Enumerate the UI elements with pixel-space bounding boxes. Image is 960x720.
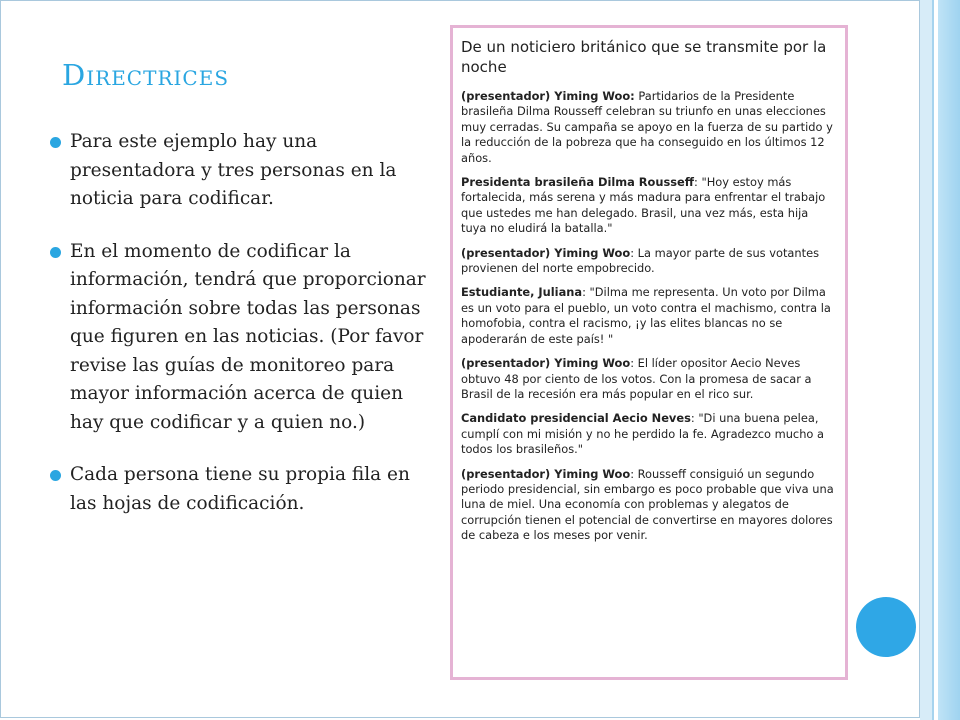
news-entry	[461, 285, 836, 347]
speaker-name: Presidenta brasileña Dilma Rousseff	[461, 175, 694, 190]
decorative-side-bar	[920, 0, 960, 720]
news-transcript-box	[450, 25, 848, 680]
speaker-quote: : Rousseff consiguió un segundo periodo presidencial, sin embargo es poco probable que viva una luna de miel. Una economía con problemas y alegatos de corrupción tienen el potencial de convertirse en mayores dolores de cabeza e los meses por venir.	[461, 466, 834, 543]
speaker-quote: : El líder opositor Aecio Neves obtuvo 48 por ciento de los votos. Con la promesa de sacar a Brasil de la recesión era más popular en el rico sur.	[461, 356, 812, 401]
speaker-quote: Partidarios de la Presidente brasileña Dilma Rousseff celebran su triunfo en unas elecciones muy cerradas. Su campaña se apoyo en la fuerza de su partido y la reducción de la pobreza que ha conseguido en los últimos 12 años.	[461, 89, 833, 165]
bullet-item	[50, 238, 430, 438]
news-heading: De un noticiero británico que se transmite por la noche	[461, 38, 827, 76]
bullet-dot-icon	[50, 247, 61, 258]
speaker-quote: : "Hoy estoy más fortalecida, más serena y más madura para enfrentar el trabajo que ustedes me han delegado. Brasil, una vez más, esta hija tuya no eludirá la batalla."	[461, 175, 826, 236]
news-entry	[461, 467, 836, 544]
speaker-name: (presentador) Yiming Woo	[461, 466, 631, 481]
bullet-item	[50, 128, 430, 214]
news-entry	[461, 89, 836, 166]
bullet-dot-icon	[50, 470, 61, 481]
news-entry	[461, 411, 836, 457]
speaker-name: (presentador) Yiming Woo:	[461, 89, 635, 103]
speaker-quote: : "Dilma me representa. Un voto por Dilma es un voto para el pueblo, un voto contra el machismo, contra la homofobia, contra el racismo, ¡y las elites blancas no se apoderarán de este país! "	[461, 285, 831, 346]
speaker-name: (presentador) Yiming Woo	[461, 356, 631, 371]
news-entry	[461, 356, 836, 402]
news-entry	[461, 175, 836, 237]
bullet-text: Para este ejemplo hay una presentadora y tres personas en la noticia para codificar.	[70, 131, 397, 209]
bullet-item	[50, 461, 430, 518]
decorative-circle	[856, 597, 916, 657]
speaker-name: (presentador) Yiming Woo	[461, 245, 631, 260]
speaker-quote: : "Di una buena pelea, cumplí con mi misión y no he perdido la fe. Agradezco mucho a todos los brasileños."	[461, 411, 824, 457]
bullet-list	[50, 128, 430, 518]
bullet-dot-icon	[50, 137, 61, 148]
bullet-text: Cada persona tiene su propia fila en las hojas de codificación.	[70, 464, 410, 514]
speaker-name: Estudiante, Juliana	[461, 285, 583, 300]
speaker-quote: : La mayor parte de sus votantes provienen del norte empobrecido.	[461, 245, 820, 276]
news-entry	[461, 246, 836, 277]
speaker-name: Candidato presidencial Aecio Neves	[461, 411, 691, 426]
bullet-text: En el momento de codificar la información, tendrá que proporcionar información sobre todas las personas que figuren en las noticias. (Por favor revise las guías de monitoreo para mayor información acerca de quien hay que codificar y a quien no.)	[70, 240, 426, 433]
slide-title: Directrices	[62, 58, 230, 92]
